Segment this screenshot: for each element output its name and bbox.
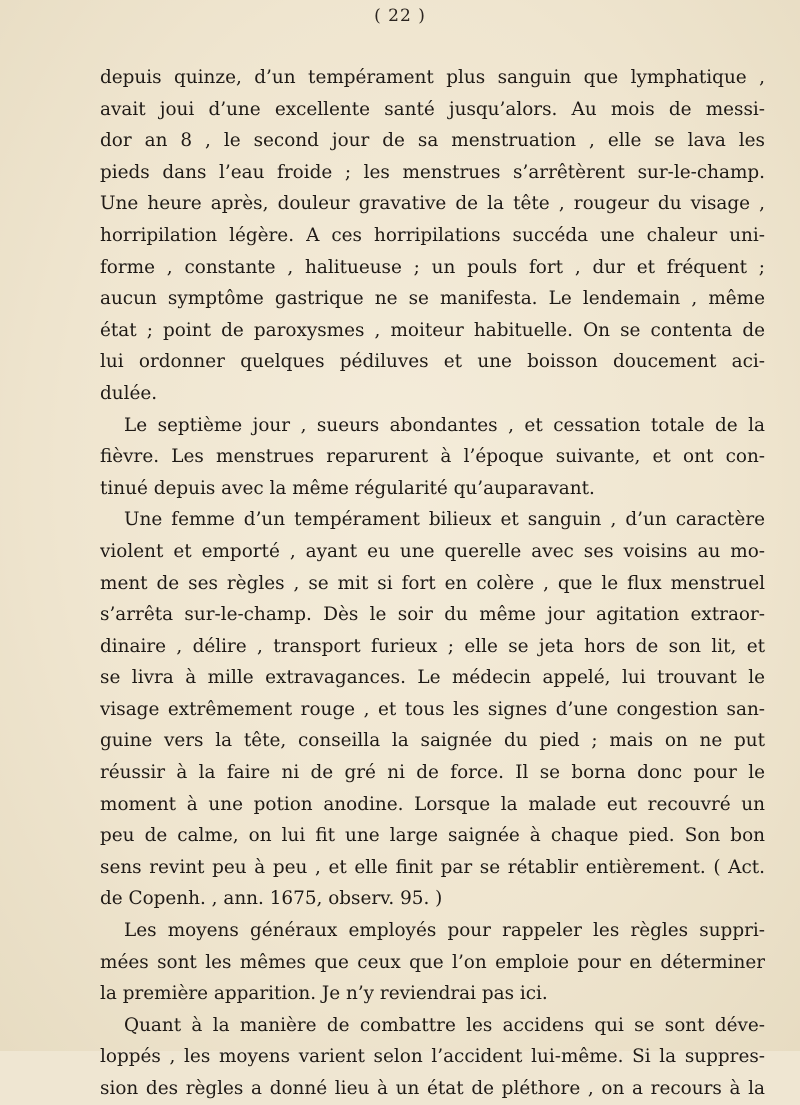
text-line: peu de calme, on lui fit une large saignée à chaque pied. Son bon <box>100 825 765 847</box>
text-line: forme , constante , halitueuse ; un pouls fort , dur et fréquent ; <box>100 256 765 278</box>
text-line: depuis quinze, d’un tempérament plus sanguin que lymphatique , <box>100 67 765 88</box>
text-line: Le septième jour , sueurs abondantes , et cessation totale de la <box>124 414 765 436</box>
text-line: loppés , les moyens varient selon l’accident lui-même. Si la suppres- <box>100 1046 765 1068</box>
text-line: violent et emporté , ayant eu une querelle avec ses voisins au mo- <box>100 540 765 562</box>
text-line: réussir à la faire ni de gré ni de force. Il se borna donc pour le <box>100 762 765 784</box>
text-line: Une femme d’un tempérament bilieux et sanguin , d’un caractère <box>124 509 765 531</box>
text-line: état ; point de paroxysmes , moiteur habituelle. On se contenta de <box>100 319 765 341</box>
text-line: se livra à mille extravagances. Le médecin appelé, lui trouvant le <box>100 667 765 689</box>
text-line: aucun symptôme gastrique ne se manifesta. Le lendemain , même <box>100 288 765 310</box>
text-line: dinaire , délire , transport furieux ; elle se jeta hors de son lit, et <box>100 635 765 657</box>
text-line: dulée. <box>100 382 158 404</box>
text-line: de Copenh. , ann. 1675, observ. 95. ) <box>100 888 443 910</box>
text-line: tinué depuis avec la même régularité qu’auparavant. <box>100 477 595 499</box>
text-line: Une heure après, douleur gravative de la tête , rougeur du visage , <box>100 193 765 215</box>
text-line: dor an 8 , le second jour de sa menstruation , elle se lava les <box>100 130 765 152</box>
text-line: horripilation légère. A ces horripilations succéda une chaleur uni- <box>100 224 765 246</box>
text-line: Quant à la manière de combattre les accidens qui se sont déve- <box>124 1014 765 1036</box>
text-line: avait joui d’une excellente santé jusqu’alors. Au mois de messi- <box>100 98 765 120</box>
text-line: la première apparition. Je n’y reviendrai pas ici. <box>100 983 548 1005</box>
text-line: guine vers la tête, conseilla la saignée du pied ; mais on ne put <box>100 730 765 752</box>
text-line: visage extrêmement rouge , et tous les signes d’une congestion san- <box>100 698 765 720</box>
text-line: sens revint peu à peu , et elle finit par se rétablir entièrement. ( Act. <box>100 856 765 878</box>
text-line: moment à une potion anodine. Lorsque la malade eut recouvré un <box>100 793 765 815</box>
text-line: ment de ses règles , se mit si fort en colère , que le flux menstruel <box>100 572 765 594</box>
text-line: fièvre. Les menstrues reparurent à l’époque suivante, et ont con- <box>100 446 765 468</box>
text-line: Les moyens généraux employés pour rappeler les règles suppri- <box>124 920 765 942</box>
text-line: lui ordonner quelques pédiluves et une boisson doucement aci- <box>100 351 765 373</box>
page-number: ( 22 ) <box>374 6 426 26</box>
text-line: pieds dans l’eau froide ; les menstrues s’arrêtèrent sur-le-champ. <box>100 161 765 183</box>
body-text <box>100 62 765 1105</box>
text-line: sion des règles a donné lieu à un état de pléthore , on a recours à la <box>100 1078 765 1099</box>
text-line: mées sont les mêmes que ceux que l’on emploie pour en déterminer <box>100 951 765 973</box>
text-line: s’arrêta sur-le-champ. Dès le soir du même jour agitation extraor- <box>100 604 765 626</box>
